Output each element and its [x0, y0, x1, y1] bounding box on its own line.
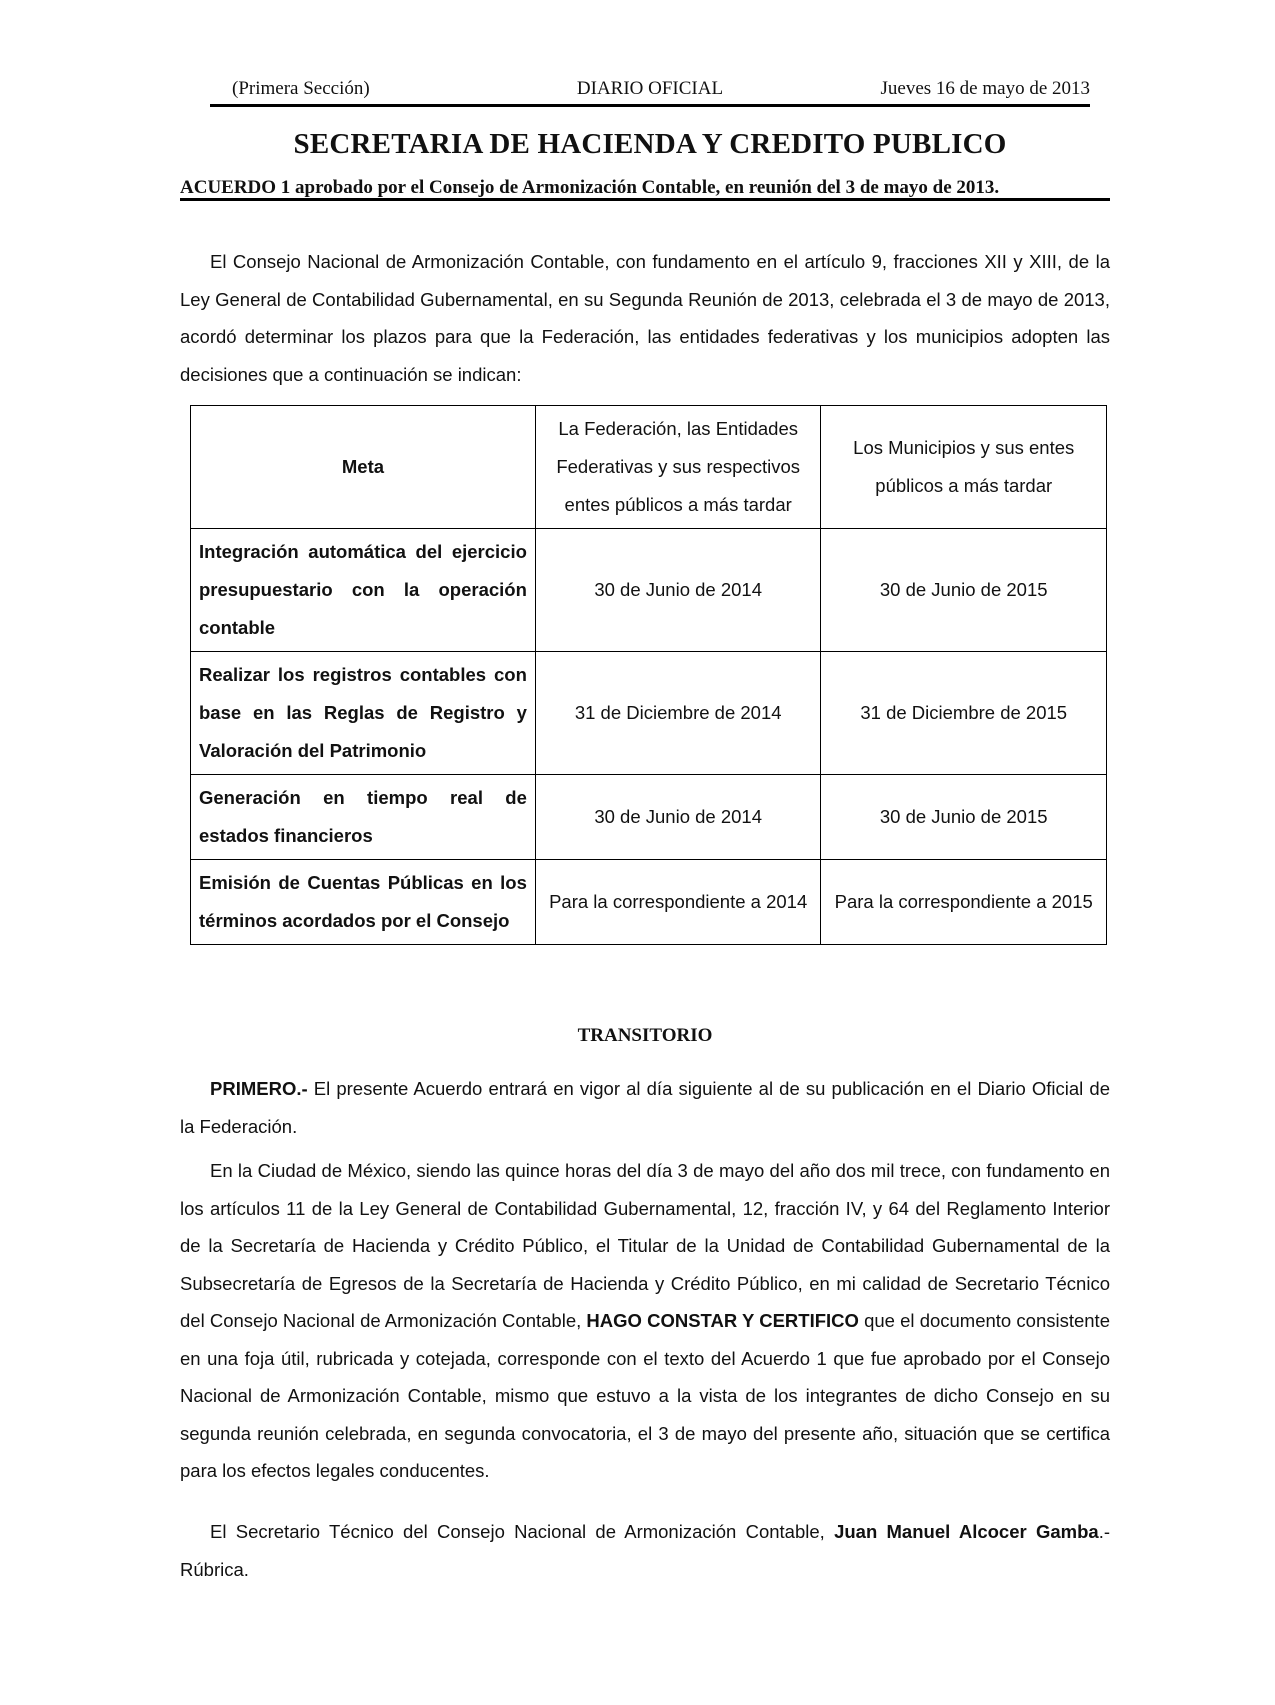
- firma-paragraph: [180, 1513, 1110, 1588]
- primero-paragraph: [180, 1070, 1110, 1145]
- certificacion-bold: HAGO CONSTAR Y CERTIFICO: [586, 1310, 859, 1331]
- meta-cell: Emisión de Cuentas Públicas en los términos acordados por el Consejo: [191, 860, 536, 945]
- table-row: [191, 529, 1107, 652]
- metas-table: [190, 405, 1107, 945]
- header-rule: [210, 104, 1090, 107]
- transitorio-heading: TRANSITORIO: [577, 1025, 713, 1046]
- certificacion-paragraph: [180, 1152, 1110, 1490]
- municipios-cell: 31 de Diciembre de 2015: [821, 652, 1107, 775]
- table-row: [191, 860, 1107, 945]
- federacion-cell: 30 de Junio de 2014: [535, 529, 821, 652]
- running-header: [210, 68, 1090, 102]
- header-meta: Meta: [191, 406, 536, 529]
- header-municipios: Los Municipios y sus entes públicos a más tardar: [821, 406, 1107, 529]
- firma-name: Juan Manuel Alcocer Gamba: [834, 1521, 1099, 1542]
- meta-cell: Generación en tiempo real de estados financieros: [191, 775, 536, 860]
- header-section: (Primera Sección): [232, 78, 370, 99]
- certificacion-before: En la Ciudad de México, siendo las quince horas del día 3 de mayo del año dos mil trece, con fundamento en los artículos 11 de la Ley General de Contabilidad Gubernamental, 12, fracción IV, y 64 del Reglamento Interior de la Secretaría de Hacienda y Crédito Público, el Titular de la Unidad de Contabilidad Gubernamental de la Subsecretaría de Egresos de la Secretaría de Hacienda y Crédito Público, en mi calidad de Secretario Técnico del Consejo Nacional de Armonización Contable,: [180, 1160, 1110, 1331]
- table-header-row: [191, 406, 1107, 529]
- primero-text: El presente Acuerdo entrará en vigor al día siguiente al de su publicación en el Diario Oficial de la Federación.: [180, 1078, 1110, 1137]
- table-row: [191, 652, 1107, 775]
- municipios-cell: Para la correspondiente a 2015: [821, 860, 1107, 945]
- meta-cell: Realizar los registros contables con base en las Reglas de Registro y Valoración del Patrimonio: [191, 652, 536, 775]
- municipios-cell: 30 de Junio de 2015: [821, 775, 1107, 860]
- acuerdo-title: ACUERDO 1 aprobado por el Consejo de Armonización Contable, en reunión del 3 de mayo de 2013.: [180, 177, 1000, 198]
- firma-after: .- Rúbrica.: [180, 1521, 1111, 1580]
- header-date: Jueves 16 de mayo de 2013: [880, 78, 1090, 99]
- primero-label: PRIMERO.-: [210, 1078, 308, 1099]
- meta-cell: Integración automática del ejercicio presupuestario con la operación contable: [191, 529, 536, 652]
- firma-before: El Secretario Técnico del Consejo Nacional de Armonización Contable,: [210, 1521, 835, 1542]
- secretaria-title: SECRETARIA DE HACIENDA Y CREDITO PUBLICO: [293, 128, 1007, 160]
- certificacion-after: que el documento consistente en una foja útil, rubricada y cotejada, corresponde con el texto del Acuerdo 1 que fue aprobado por el Consejo Nacional de Armonización Contable, mismo que estuvo a la vista de los integrantes de dicho Consejo en su segunda reunión celebrada, en segunda convocatoria, el 3 de mayo del presente año, situación que se certifica para los efectos legales conducentes.: [180, 1310, 1110, 1481]
- federacion-cell: Para la correspondiente a 2014: [535, 860, 821, 945]
- title-rule: [180, 198, 1110, 201]
- header-publication: DIARIO OFICIAL: [576, 78, 724, 99]
- federacion-cell: 31 de Diciembre de 2014: [535, 652, 821, 775]
- federacion-cell: 30 de Junio de 2014: [535, 775, 821, 860]
- intro-paragraph: El Consejo Nacional de Armonización Contable, con fundamento en el artículo 9, fracciones XII y XIII, de la Ley General de Contabilidad Gubernamental, en su Segunda Reunión de 2013, celebrada el 3 de mayo de 2013, acordó determinar los plazos para que la Federación, las entidades federativas y los municipios adopten las decisiones que a continuación se indican:: [180, 251, 1110, 385]
- header-federacion: La Federación, las Entidades Federativas y sus respectivos entes públicos a más tardar: [535, 406, 821, 529]
- municipios-cell: 30 de Junio de 2015: [821, 529, 1107, 652]
- table-row: [191, 775, 1107, 860]
